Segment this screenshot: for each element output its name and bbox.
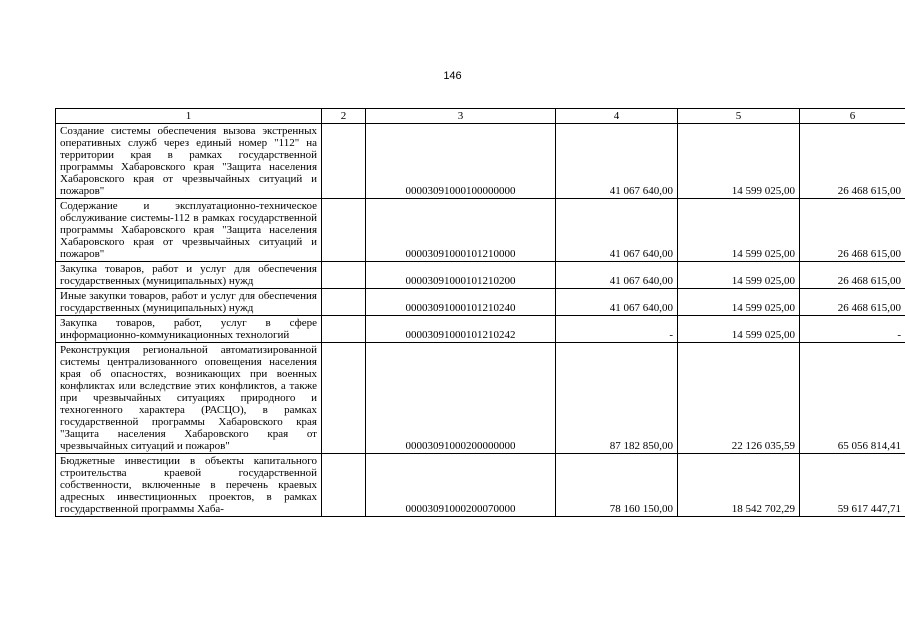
row-value-5: 14 599 025,00 (678, 124, 800, 199)
row-col2 (322, 199, 366, 262)
table-row (56, 262, 905, 289)
header-col-1: 1 (56, 109, 322, 124)
table-row (56, 199, 905, 262)
row-col2 (322, 316, 366, 343)
row-value-5: 22 126 035,59 (678, 343, 800, 454)
row-value-6: - (800, 316, 905, 343)
row-value-4: 78 160 150,00 (556, 454, 678, 517)
row-value-5: 14 599 025,00 (678, 316, 800, 343)
row-value-6: 26 468 615,00 (800, 262, 905, 289)
table-row (56, 124, 905, 199)
row-value-4: 41 067 640,00 (556, 124, 678, 199)
row-col2 (322, 454, 366, 517)
header-col-5: 5 (678, 109, 800, 124)
row-value-4: 41 067 640,00 (556, 199, 678, 262)
row-code: 00003091000200000000 (366, 343, 556, 454)
header-row (56, 109, 905, 124)
row-value-6: 65 056 814,41 (800, 343, 905, 454)
row-value-4: - (556, 316, 678, 343)
header-col-4: 4 (556, 109, 678, 124)
row-value-6: 26 468 615,00 (800, 289, 905, 316)
row-value-5: 14 599 025,00 (678, 262, 800, 289)
row-name: Иные закупки товаров, работ и услуг для обеспечения государственных (муниципальных) нужд (56, 289, 322, 316)
row-code: 00003091000101210242 (366, 316, 556, 343)
table-row (56, 316, 905, 343)
row-name: Закупка товаров, работ и услуг для обеспечения государственных (муниципальных) нужд (56, 262, 322, 289)
row-code: 00003091000101210000 (366, 199, 556, 262)
row-name: Содержание и эксплуатационно-техническое обслуживание системы-112 в рамках государственной программы Хабаровского края "Защита населения Хабаровского края от чрезвычайных ситуаций и пожаров" (56, 199, 322, 262)
row-value-4: 41 067 640,00 (556, 289, 678, 316)
budget-table (55, 108, 905, 517)
row-value-6: 26 468 615,00 (800, 199, 905, 262)
row-name: Создание системы обеспечения вызова экстренных оперативных служб через единый номер "112" на территории края в рамках государственной программы Хабаровского края "Защита населения Хабаровского края от чрезвычайных ситуаций и пожаров" (56, 124, 322, 199)
header-col-2: 2 (322, 109, 366, 124)
row-col2 (322, 124, 366, 199)
table-row (56, 289, 905, 316)
row-code: 00003091000200070000 (366, 454, 556, 517)
row-value-4: 87 182 850,00 (556, 343, 678, 454)
row-name: Бюджетные инвестиции в объекты капитального строительства краевой государственной собственности, включенные в перечень краевых адресных инвестиционных проектов, в рамках государственной программы Хаба- (56, 454, 322, 517)
header-col-3: 3 (366, 109, 556, 124)
row-col2 (322, 262, 366, 289)
row-value-6: 59 617 447,71 (800, 454, 905, 517)
row-value-6: 26 468 615,00 (800, 124, 905, 199)
page-number: 146 (443, 70, 462, 82)
row-col2 (322, 343, 366, 454)
row-name: Реконструкция региональной автоматизированной системы централизованного оповещения населения края об опасностях, возникающих при военных конфликтах или вследствие этих конфликтов, а также при чрезвычайных ситуациях природного и техногенного характера (РАСЦО), в рамках государственной программы Хабаровского края "Защита населения Хабаровского края от чрезвычайных ситуаций и пожаров" (56, 343, 322, 454)
row-col2 (322, 289, 366, 316)
row-code: 00003091000101210200 (366, 262, 556, 289)
row-value-5: 14 599 025,00 (678, 199, 800, 262)
row-code: 00003091000101210240 (366, 289, 556, 316)
table-row (56, 343, 905, 454)
row-value-5: 18 542 702,29 (678, 454, 800, 517)
table-row (56, 454, 905, 517)
row-value-4: 41 067 640,00 (556, 262, 678, 289)
header-col-6: 6 (800, 109, 905, 124)
row-value-5: 14 599 025,00 (678, 289, 800, 316)
row-code: 00003091000100000000 (366, 124, 556, 199)
row-name: Закупка товаров, работ, услуг в сфере информационно-коммуникационных технологий (56, 316, 322, 343)
